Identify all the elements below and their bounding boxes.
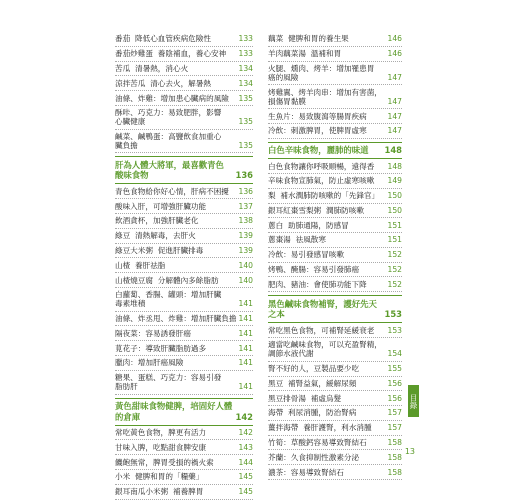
entry-title: 隔夜菜：容易誘發肝癌	[115, 328, 191, 338]
entry-title: 饑飽無常，脾胃受損的禍火索	[115, 457, 214, 467]
entry-title: 蔥棗湯 祛風散寒	[268, 235, 326, 245]
entry-page-number: 139	[238, 245, 253, 255]
entry-page-number: 154	[387, 349, 402, 359]
entry-page-number: 141	[238, 299, 253, 309]
entry-page-number: 137	[238, 201, 253, 211]
entry-page-number: 152	[387, 265, 402, 275]
entry-title: 綠豆 清熱解毒，去肝火	[115, 231, 196, 241]
side-tab-label: 目錄	[409, 393, 418, 409]
toc-entry	[115, 470, 253, 485]
toc-entry	[115, 455, 253, 470]
entry-title: 梨 補水潤肺防咳嗽的「先鋒官」	[268, 191, 380, 201]
entry-page-number: 152	[387, 250, 402, 260]
entry-title: 肥肉、豬油：會使肺功能下降	[268, 279, 367, 289]
entry-page-number: 145	[238, 472, 253, 482]
entry-page-number: 139	[238, 231, 253, 241]
toc-entry	[268, 109, 402, 124]
toc-entry	[115, 341, 253, 356]
toc-entry	[268, 391, 402, 406]
toc-entry	[268, 32, 402, 47]
entry-page-number: 158	[387, 467, 402, 477]
entry-page-number: 140	[238, 260, 253, 270]
entry-page-number: 142	[235, 411, 253, 422]
toc-side-tab	[408, 385, 419, 417]
toc-entry	[115, 371, 253, 395]
entry-title: 青色食物給你好心情，肝病不困擾	[115, 186, 229, 196]
entry-page-number: 141	[238, 382, 253, 392]
entry-title: 常吃黃色食物，脾更有活力	[115, 427, 207, 437]
toc-entry	[268, 124, 402, 139]
entry-page-number: 136	[235, 170, 253, 181]
entry-title: 辛味食物宣肺氣，防止虛寒咳嗽	[268, 176, 375, 186]
toc-entry	[268, 233, 402, 248]
toc-entry	[115, 32, 253, 47]
toc-entry	[115, 106, 253, 130]
toc-entry	[115, 288, 253, 312]
entry-title: 苦瓜 清暑熱，消心火	[115, 63, 189, 73]
entry-page-number: 141	[238, 358, 253, 368]
entry-title: 薑拌海帶 養肝護腎，利水消腫	[268, 423, 372, 433]
toc-entry	[115, 199, 253, 214]
toc-section-heading	[268, 142, 402, 159]
entry-title: 生魚片：易致腹瀉等腸胃疾病	[268, 111, 367, 121]
entry-page-number: 147	[387, 72, 402, 82]
entry-title: 山楂 養肝祛脂	[115, 260, 166, 270]
toc-entry	[115, 229, 253, 244]
toc-section-heading	[115, 398, 253, 426]
entry-page-number: 140	[238, 275, 253, 285]
entry-title: 常吃黑色食物，可補腎延緩衰老	[268, 325, 375, 335]
toc-entry	[268, 218, 402, 233]
toc-entry	[115, 485, 253, 500]
entry-title: 冷飲：易引發感冒咳嗽	[268, 250, 344, 260]
entry-title: 番茄 降低心血管疾病危險性	[115, 34, 211, 44]
entry-page-number: 150	[387, 205, 402, 215]
entry-title: 適當吃鹹味食物，可以充盈腎精， 調節水液代謝	[268, 340, 382, 359]
entry-title: 山楂燒豆腐 分解體內多餘脂肪	[115, 275, 219, 285]
entry-title: 羊肉藕菜湯 溫補和胃	[268, 49, 342, 59]
entry-title: 小米 健脾和胃的「糧藥」	[115, 472, 204, 482]
toc-entry	[268, 362, 402, 377]
toc-entry	[268, 421, 402, 436]
entry-title: 白蘿蔔、香腸、罐頭：增加肝臟 毒素堆積	[115, 290, 222, 309]
entry-title: 銀耳紅棗雪梨粥 潤肺防咳嗽	[268, 205, 364, 215]
toc-entry	[268, 85, 402, 109]
entry-page-number: 133	[238, 34, 253, 44]
entry-title: 藕菜 健脾和胃的養生果	[268, 34, 349, 44]
entry-title: 番茄炒雞蛋 養陰補血，養心安神	[115, 49, 227, 59]
entry-page-number: 156	[387, 393, 402, 403]
entry-page-number: 141	[238, 314, 253, 324]
toc-entry	[268, 47, 402, 62]
entry-title: 糖果、蛋糕、巧克力：容易引發 脂肪肝	[115, 373, 222, 392]
toc-entry	[268, 450, 402, 465]
toc-entry	[115, 47, 253, 62]
toc-entry	[115, 258, 253, 273]
toc-entry	[268, 263, 402, 278]
entry-page-number: 138	[238, 216, 253, 226]
toc-section-heading	[268, 295, 402, 323]
toc-entry	[268, 406, 402, 421]
entry-title: 濃茶：容易導致腎結石	[268, 467, 344, 477]
entry-title: 油條、炸丞甩、炸雞：增加肝臟負擔	[115, 314, 237, 324]
toc-entry	[268, 338, 402, 362]
toc-entry	[115, 62, 253, 77]
entry-title: 烤雞翼、烤羊肉串：增加有害菌， 損傷胃黏膜	[268, 87, 382, 106]
toc-entry	[268, 277, 402, 292]
entry-page-number: 147	[387, 96, 402, 106]
entry-page-number: 156	[387, 378, 402, 388]
section-title: 肝為人體大將軍，最喜歡青色 酸味食物	[115, 159, 224, 181]
entry-title: 海帶 利尿消腫，防治腎病	[268, 408, 357, 418]
entry-page-number: 151	[387, 220, 402, 230]
toc-entry	[115, 244, 253, 259]
entry-page-number: 150	[387, 191, 402, 201]
page-number: 13	[404, 447, 415, 456]
entry-page-number: 145	[238, 487, 253, 497]
entry-title: 涼拌苦瓜 清心去火，解暑熱	[115, 78, 211, 88]
entry-page-number: 134	[238, 63, 253, 73]
entry-title: 烤鴨、醃腸：容易引發肺癌	[268, 265, 360, 275]
entry-page-number: 153	[387, 325, 402, 335]
entry-page-number: 135	[238, 117, 253, 127]
toc-entry	[268, 159, 402, 174]
entry-title: 腎不好的人，豆製品要少吃	[268, 364, 360, 374]
entry-page-number: 142	[238, 427, 253, 437]
entry-page-number: 149	[387, 176, 402, 186]
toc-entry	[115, 130, 253, 154]
entry-page-number: 157	[387, 408, 402, 418]
entry-title: 酥咔、巧克力：易致肥胖，影響 心臟健康	[115, 108, 222, 127]
entry-page-number: 136	[238, 186, 253, 196]
entry-title: 鹹菜、鹹鴨蛋：高鹽飲食加重心 臟負擔	[115, 132, 222, 151]
entry-title: 冷飲：刺激脾胃，使脾胃虛寒	[268, 126, 367, 136]
toc-entry	[268, 62, 402, 86]
entry-page-number: 157	[387, 423, 402, 433]
entry-page-number: 141	[238, 343, 253, 353]
entry-title: 甘味入脾，吃點甜食脾安康	[115, 442, 207, 452]
entry-page-number: 147	[387, 126, 402, 136]
entry-page-number: 153	[384, 309, 402, 320]
entry-title: 莧花子：導致肝臟脂肪過多	[115, 343, 207, 353]
toc-entry	[115, 440, 253, 455]
toc-entry	[268, 189, 402, 204]
entry-title: 黑豆排骨湯 補虛烏髮	[268, 393, 342, 403]
toc-entry	[115, 91, 253, 106]
toc-entry	[268, 377, 402, 392]
toc-entry	[115, 76, 253, 91]
entry-title: 臘肉：增加肝癌風險	[115, 358, 184, 368]
entry-page-number: 158	[387, 438, 402, 448]
entry-page-number: 134	[238, 78, 253, 88]
toc-entry	[268, 174, 402, 189]
toc-left-column	[115, 32, 253, 500]
toc-entry	[115, 426, 253, 441]
entry-page-number: 144	[238, 457, 253, 467]
toc-entry	[268, 248, 402, 263]
entry-title: 油條、炸雞：增加患心臟病的風險	[115, 93, 229, 103]
section-title: 黃色甜味食物健脾，培固好人體 的倉庫	[115, 401, 233, 422]
toc-entry	[268, 465, 402, 480]
entry-page-number: 152	[387, 279, 402, 289]
entry-title: 綠豆大米粥 促進肝臟排毒	[115, 245, 204, 255]
entry-title: 飲酒貪杯，加強肝臟老化	[115, 216, 199, 226]
entry-title: 火腿、燻肉、烤羊：增加罹患胃 癌的風險	[268, 63, 375, 82]
entry-page-number: 151	[387, 235, 402, 245]
toc-entry	[115, 184, 253, 199]
section-title: 白色辛味食物，麗肺的味道	[268, 145, 369, 156]
toc-entry	[115, 312, 253, 327]
entry-page-number: 148	[387, 161, 402, 171]
entry-title: 黑豆 補腎益氣，緩解尿頻	[268, 378, 357, 388]
toc-entry	[268, 436, 402, 451]
entry-title: 銀耳南瓜小米粥 補養脾胃	[115, 487, 204, 497]
entry-page-number: 148	[384, 145, 402, 156]
entry-page-number: 141	[238, 328, 253, 338]
entry-title: 竹筍：草酸鈣容易導致腎結石	[268, 438, 367, 448]
entry-page-number: 135	[238, 93, 253, 103]
entry-page-number: 146	[387, 34, 402, 44]
entry-title: 芥蘭：久食抑制性激素分泌	[268, 452, 360, 462]
entry-title: 酸味入肝，可增強肝臟功能	[115, 201, 207, 211]
entry-page-number: 147	[387, 111, 402, 121]
entry-page-number: 143	[238, 442, 253, 452]
toc-entry	[115, 214, 253, 229]
entry-title: 蔥白 助肺通陽，防感冒	[268, 220, 349, 230]
toc-entry	[268, 323, 402, 338]
entry-page-number: 146	[387, 49, 402, 59]
toc-entry	[115, 326, 253, 341]
entry-title: 白色食物讓你呼吸順暢，遠得香	[268, 161, 375, 171]
toc-entry	[115, 273, 253, 288]
section-title: 黑色鹹味食物補腎，護好先天 之本	[268, 298, 377, 320]
entry-page-number: 133	[238, 49, 253, 59]
entry-page-number: 135	[238, 141, 253, 151]
entry-page-number: 158	[387, 452, 402, 462]
toc-entry	[268, 204, 402, 219]
toc-right-column	[268, 32, 402, 480]
entry-page-number: 155	[387, 364, 402, 374]
toc-entry	[115, 356, 253, 371]
toc-section-heading	[115, 156, 253, 184]
